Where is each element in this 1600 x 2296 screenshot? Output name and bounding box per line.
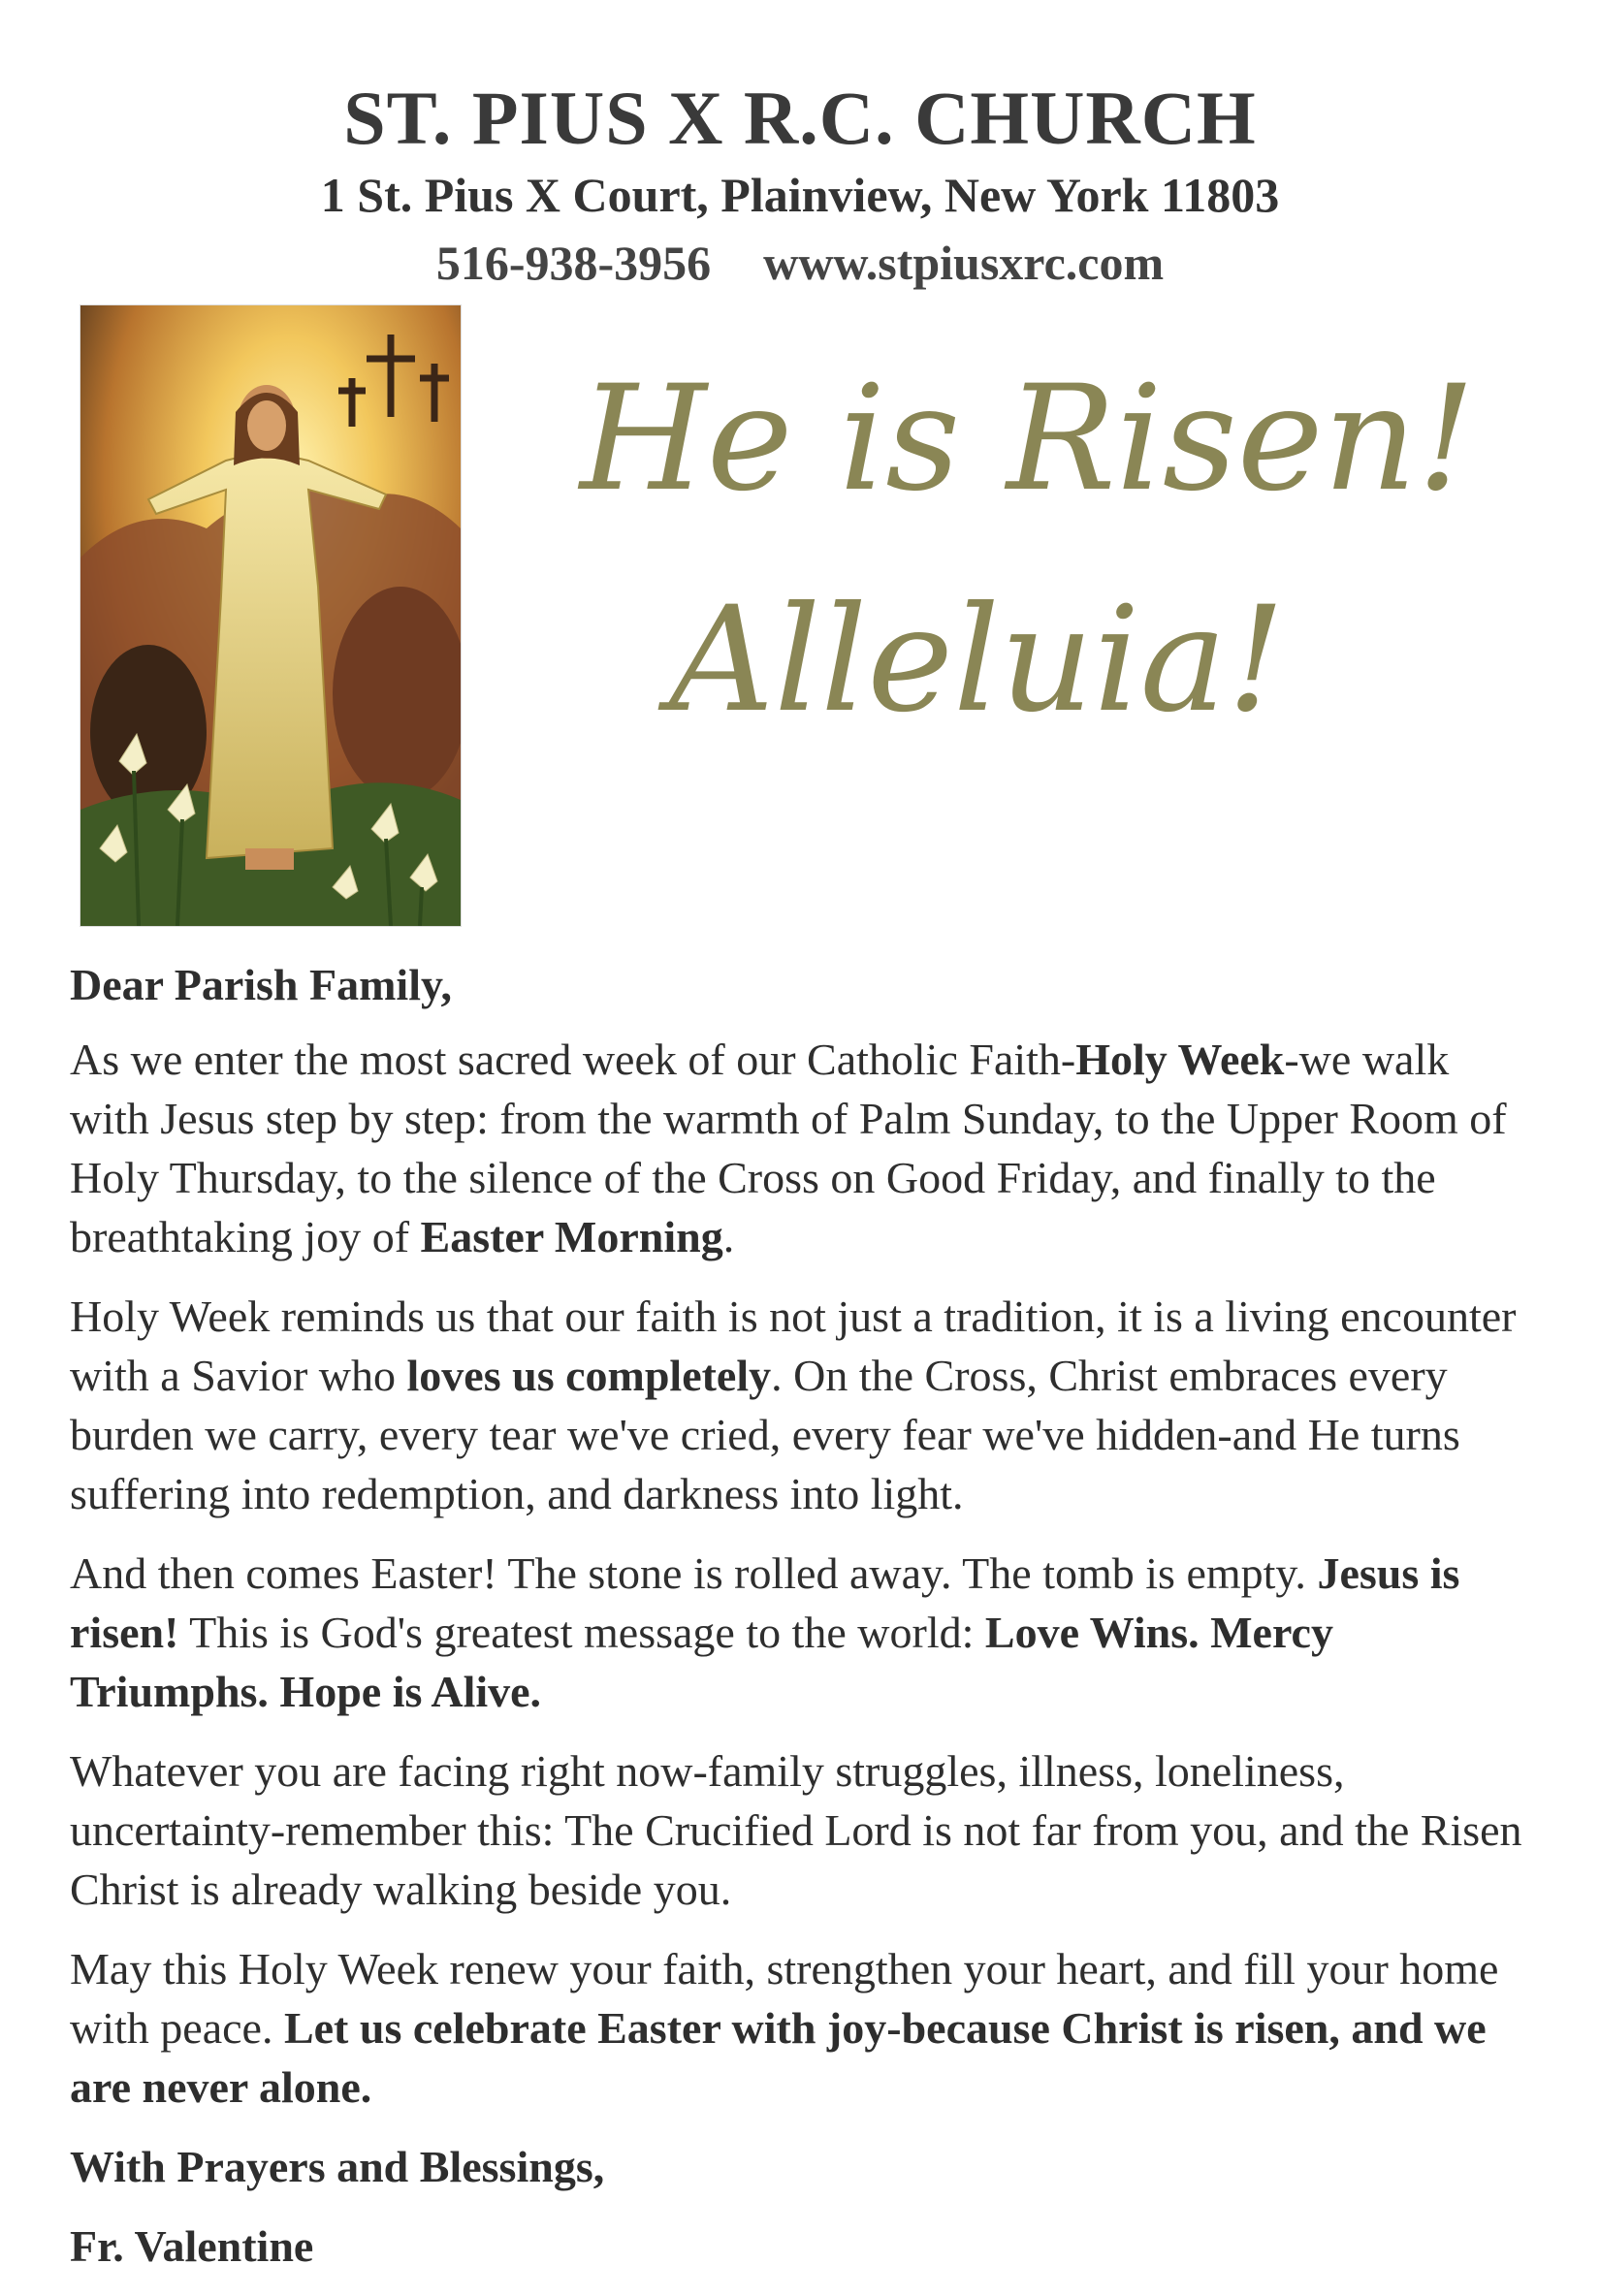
paragraph-4: Whatever you are facing right now-family struggles, illness, loneliness, uncertainty-remember this: The Crucified Lord is not far from you, and the Risen Christ is already walking beside you.	[70, 1746, 1522, 1914]
phone-number: 516-938-3956	[435, 236, 712, 290]
church-address: 1 St. Pius X Court, Plainview, New York 11803	[320, 168, 1280, 222]
signature: Fr. Valentine	[70, 2221, 314, 2271]
p2-loves-us: loves us completely	[406, 1351, 772, 1400]
website: www.stpiusxrc.com	[763, 236, 1165, 290]
salutation: Dear Parish Family,	[70, 960, 452, 1009]
p1-text-a: As we enter the most sacred week of our Catholic Faith-	[70, 1035, 1076, 1084]
p1-holy-week: Holy Week	[1075, 1035, 1285, 1084]
p3-text-c: This is God's greatest message to the world:	[178, 1608, 985, 1657]
p1-text-c: -we walk with Jesus step by step: from the warmth of Palm Sunday, to the Upper Room of Holy Thursday, to the silence of the Cross on Good Friday, and finally to the breathtaking joy of	[70, 1035, 1507, 1261]
paragraph-2	[70, 1287, 1534, 1523]
p2-text-c: . On the Cross, Christ embraces every burden we carry, every tear we've cried, every fear we've hidden-and He turns suffering into redemption, and darkness into light.	[70, 1351, 1460, 1518]
p1-text-e: .	[722, 1212, 735, 1261]
p3-text-a: And then comes Easter! The stone is rolled away. The tomb is empty.	[70, 1548, 1318, 1598]
p5-text-a: May this Holy Week renew your faith, strengthen your heart, and fill your home with peace.	[70, 1944, 1499, 2053]
contact-line	[0, 229, 1600, 297]
p3-jesus-is-risen: Jesus is risen!	[70, 1548, 1460, 1657]
closing: With Prayers and Blessings,	[70, 2142, 605, 2191]
paragraph-3	[70, 1544, 1534, 1721]
p5-celebrate: Let us celebrate Easter with joy-because Christ is risen, and we are never alone.	[70, 2003, 1487, 2112]
p2-text-a: Holy Week reminds us that our faith is not just a tradition, it is a living encounter with a Savior who	[70, 1292, 1517, 1400]
letterhead	[0, 76, 1600, 297]
risen-christ-painting	[80, 304, 462, 927]
church-name: ST. PIUS X R.C. CHURCH	[343, 76, 1257, 160]
headline-he-is-risen: He is Risen!	[580, 355, 1476, 524]
headline-alleluia: Alleluia!	[669, 576, 1286, 745]
p1-easter-morning: Easter Morning	[420, 1212, 723, 1261]
paragraph-5	[70, 1939, 1534, 2117]
p3-love-wins: Love Wins. Mercy Triumphs. Hope is Alive.	[70, 1608, 1333, 1716]
pastor-letter	[70, 955, 1534, 2296]
paragraph-1	[70, 1030, 1534, 1266]
